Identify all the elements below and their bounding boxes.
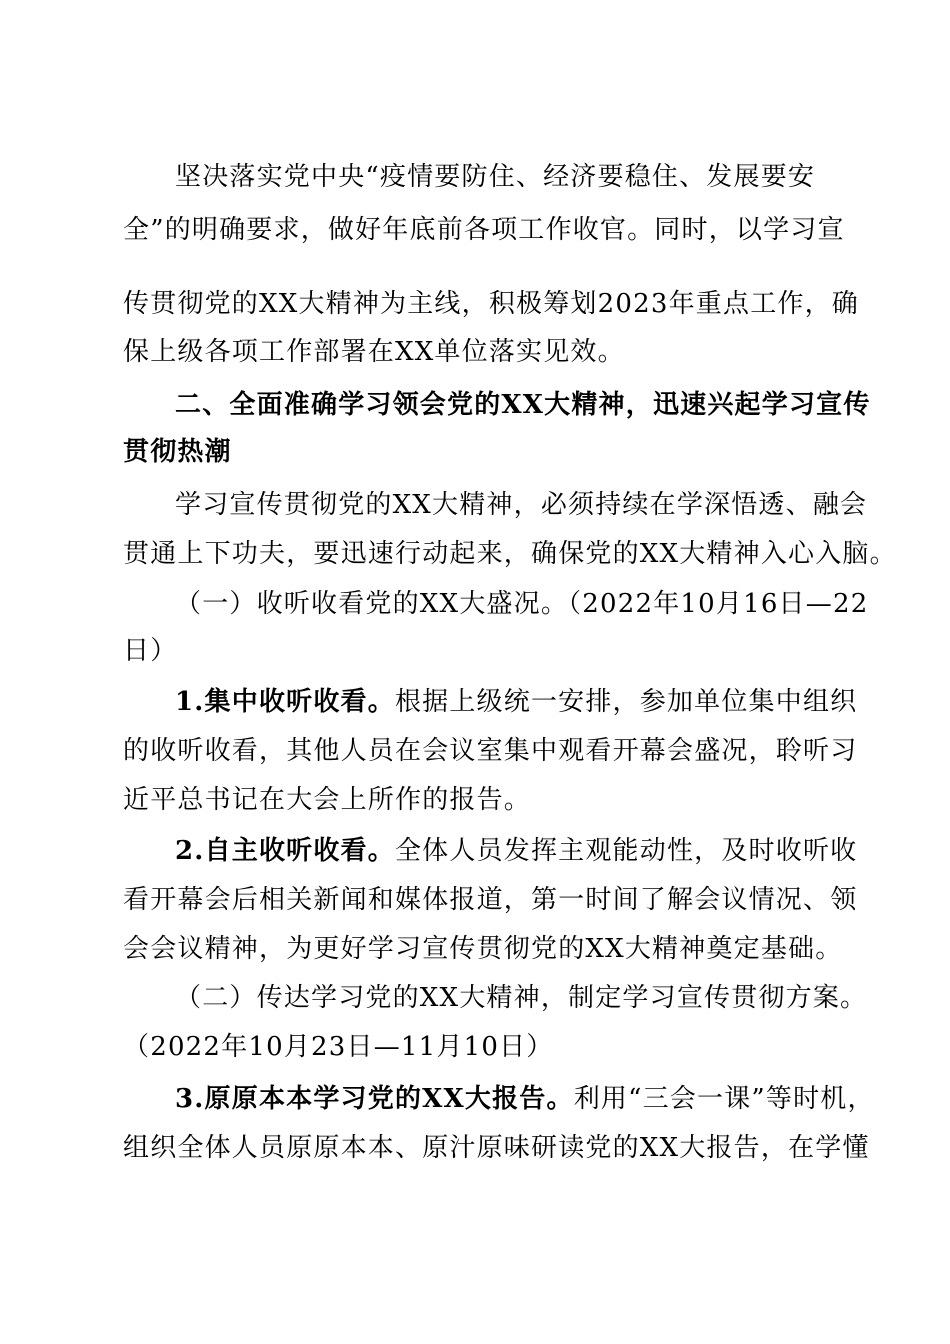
heading-text: 二、全面准确学习领会党的XX大精神，迅速兴起学习宣传 [175, 390, 871, 420]
item-title: 1.集中收听收看。 [175, 687, 395, 717]
text-segment: 的收听收看，其他人员在会议室集中观看开幕会盛况，聆听习 [123, 736, 858, 766]
text-segment: 近平总书记在大会上所作的报告。 [123, 785, 532, 815]
text-segment: 看开幕会后相关新闻和媒体报道，第一时间了解会议情况、领 [123, 885, 858, 915]
paragraph-2-line-2 [123, 539, 897, 569]
item-1-line-1 [175, 687, 857, 717]
paragraph-2-line-1 [175, 490, 867, 520]
text-segment: 坚决落实党中央“疫情要防住、经济要稳住、发展要安 [175, 162, 816, 192]
item-1-line-3 [123, 785, 531, 815]
text-segment: 根据上级统一安排，参加单位集中组织 [394, 687, 858, 717]
item-2-line-1 [175, 836, 857, 866]
text-segment: 传贯彻党的XX大精神为主线，积极筹划2023年重点工作，确 [123, 289, 859, 319]
text-segment: （一）收听收看党的XX大盛况。（2022年10月16日—22 [175, 589, 869, 619]
subsection-2-line-2 [123, 1032, 554, 1062]
text-segment: 贯通上下功夫，要迅速行动起来，确保党的XX大精神入心入脑。 [123, 539, 897, 569]
paragraph-1-line-3 [123, 289, 859, 319]
text-segment: 会会议精神，为更好学习宣传贯彻党的XX大精神奠定基础。 [123, 934, 843, 964]
text-segment: （2022年10月23日—11月10日） [123, 1032, 554, 1062]
text-segment: 保上级各项工作部署在XX单位落实见效。 [123, 337, 625, 367]
text-segment: 利用“三会一课”等时机， [573, 1084, 875, 1114]
item-title: 2.自主收听收看。 [175, 836, 395, 866]
item-3-line-2 [123, 1133, 870, 1163]
text-segment: 日） [123, 636, 178, 666]
item-2-line-2 [123, 885, 857, 915]
paragraph-1-line-4 [123, 337, 625, 367]
subsection-1-line-1 [175, 589, 868, 619]
item-title: 3.原原本本学习党的XX大报告。 [175, 1084, 574, 1114]
item-1-line-2 [123, 736, 857, 766]
text-segment: 组织全体人员原原本本、原汁原味研读党的XX大报告，在学懂 [123, 1133, 870, 1163]
item-2-line-3 [123, 934, 842, 964]
text-segment: 学习宣传贯彻党的XX大精神，必须持续在学深悟透、融会 [175, 490, 868, 520]
section-heading-line-2 [123, 437, 232, 467]
heading-text: 贯彻热潮 [123, 437, 232, 467]
subsection-1-line-2 [123, 636, 177, 666]
paragraph-1-line-2 [123, 215, 845, 245]
subsection-2-line-1 [175, 983, 867, 1013]
text-segment: 全”的明确要求，做好年底前各项工作收官。同时，以学习宣 [123, 215, 845, 245]
paragraph-1-line-1 [175, 162, 815, 192]
text-segment: （二）传达学习党的XX大精神，制定学习宣传贯彻方案。 [175, 983, 868, 1013]
text-segment: 全体人员发挥主观能动性，及时收听收 [394, 836, 858, 866]
section-heading-line-1 [175, 390, 871, 420]
item-3-line-1 [175, 1084, 875, 1114]
